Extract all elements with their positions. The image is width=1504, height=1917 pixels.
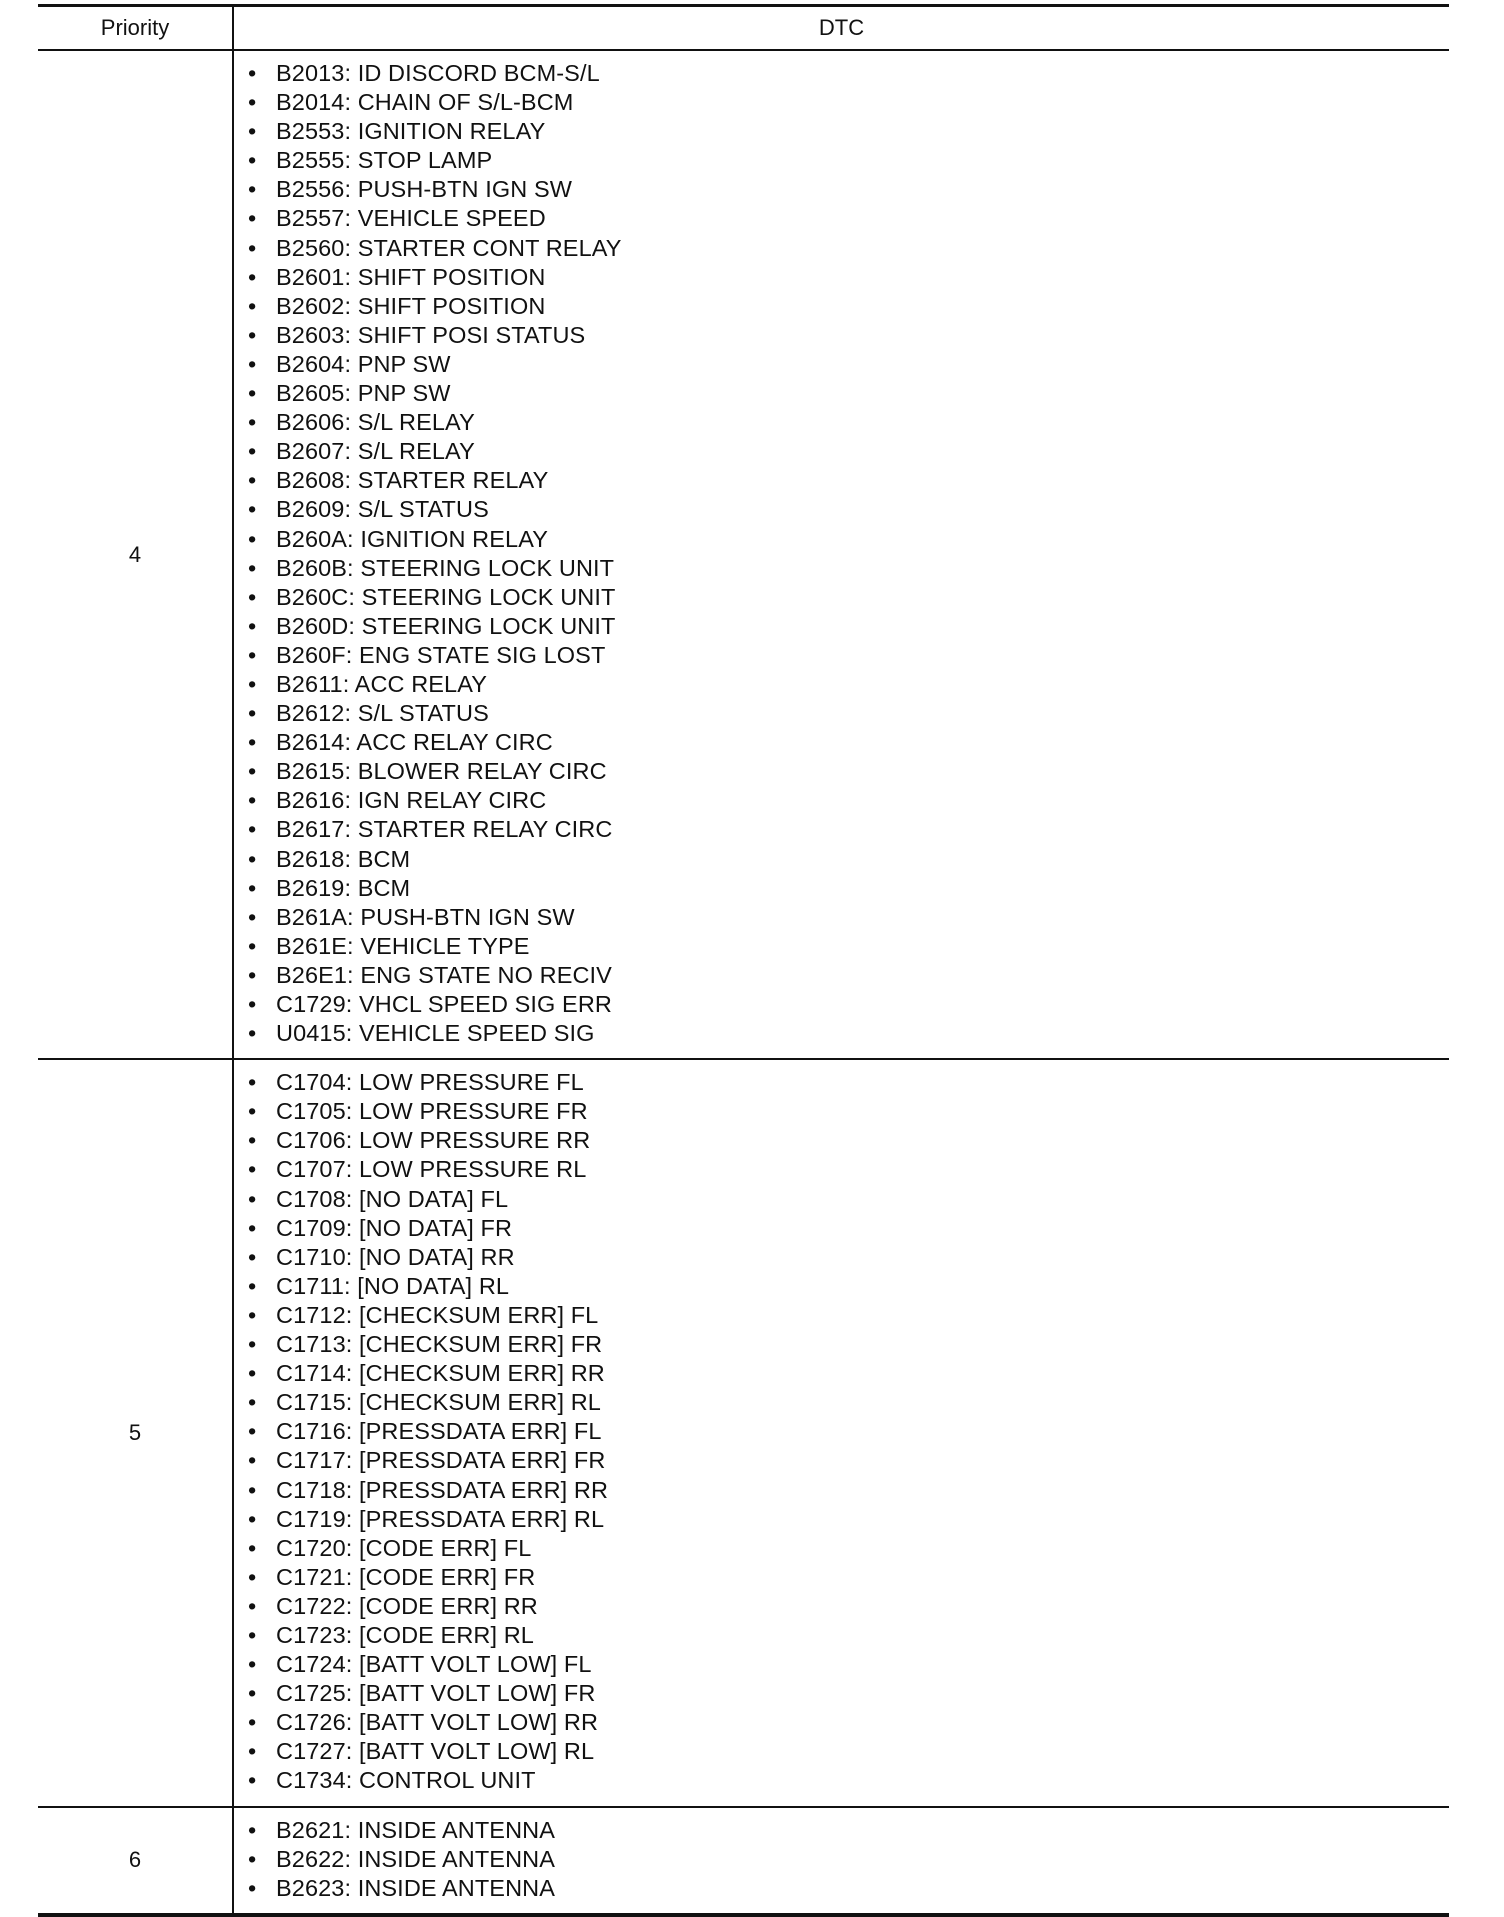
dtc-code-text: C1706: LOW PRESSURE RR: [276, 1127, 591, 1154]
list-item: [248, 204, 1449, 233]
bullet-icon: •: [248, 350, 257, 377]
list-item: [248, 583, 1449, 612]
list-item: [248, 554, 1449, 583]
bullet-icon: •: [248, 205, 257, 232]
dtc-code-text: B260B: STEERING LOCK UNIT: [276, 554, 615, 581]
dtc-code-text: B261A: PUSH-BTN IGN SW: [276, 903, 575, 930]
list-item: [248, 495, 1449, 524]
priority-column-header: Priority: [38, 6, 233, 51]
dtc-code-text: C1707: LOW PRESSURE RL: [276, 1156, 587, 1183]
bullet-icon: •: [248, 1185, 257, 1212]
dtc-list: [234, 1068, 1449, 1795]
bullet-icon: •: [248, 234, 257, 261]
dtc-code-text: C1710: [NO DATA] RR: [276, 1243, 515, 1270]
dtc-code-text: B2560: STARTER CONT RELAY: [276, 234, 622, 261]
bullet-icon: •: [248, 1389, 257, 1416]
dtc-code-text: B2618: BCM: [276, 845, 411, 872]
dtc-code-text: C1723: [CODE ERR] RL: [276, 1621, 534, 1648]
bullet-icon: •: [248, 1816, 257, 1843]
bullet-icon: •: [248, 729, 257, 756]
list-item: [248, 757, 1449, 786]
list-item: [248, 1563, 1449, 1592]
dtc-code-text: C1729: VHCL SPEED SIG ERR: [276, 991, 612, 1017]
dtc-code-text: C1714: [CHECKSUM ERR] RR: [276, 1360, 605, 1387]
list-item: [248, 1068, 1449, 1097]
bullet-icon: •: [248, 89, 257, 116]
list-item: [248, 1621, 1449, 1650]
list-item: [248, 845, 1449, 874]
list-item: [248, 175, 1449, 204]
dtc-code-text: B2603: SHIFT POSI STATUS: [276, 321, 586, 348]
list-item: [248, 408, 1449, 437]
bullet-icon: •: [248, 1476, 257, 1503]
list-item: [248, 1708, 1449, 1737]
bullet-icon: •: [248, 583, 257, 610]
bullet-icon: •: [248, 1592, 257, 1619]
dtc-code-text: B2615: BLOWER RELAY CIRC: [276, 758, 607, 785]
dtc-priority-table: [38, 4, 1449, 1917]
list-item: [248, 612, 1449, 641]
list-item: [248, 117, 1449, 146]
bullet-icon: •: [248, 1534, 257, 1561]
bullet-icon: •: [248, 292, 257, 319]
dtc-cell: [233, 1807, 1449, 1915]
bullet-icon: •: [248, 525, 257, 552]
bullet-icon: •: [248, 1243, 257, 1270]
dtc-code-text: B260C: STEERING LOCK UNIT: [276, 583, 616, 610]
list-item: [248, 1214, 1449, 1243]
dtc-priority-document: [38, 4, 1449, 1917]
dtc-code-text: B2616: IGN RELAY CIRC: [276, 787, 547, 814]
list-item: [248, 1766, 1449, 1795]
dtc-code-text: C1705: LOW PRESSURE FR: [276, 1098, 588, 1125]
table-row: [38, 1807, 1449, 1915]
bullet-icon: •: [248, 438, 257, 465]
list-item: [248, 699, 1449, 728]
list-item: [248, 932, 1449, 961]
dtc-code-text: B260A: IGNITION RELAY: [276, 525, 549, 552]
bullet-icon: •: [248, 380, 257, 407]
dtc-code-text: B2611: ACC RELAY: [276, 670, 488, 697]
bullet-icon: •: [248, 1418, 257, 1445]
bullet-icon: •: [248, 1651, 257, 1678]
list-item: [248, 786, 1449, 815]
bullet-icon: •: [248, 961, 257, 988]
bullet-icon: •: [248, 1360, 257, 1387]
dtc-code-text: B2605: PNP SW: [276, 380, 451, 407]
list-item: [248, 88, 1449, 117]
list-item: [248, 379, 1449, 408]
dtc-code-text: C1721: [CODE ERR] FR: [276, 1563, 536, 1590]
list-item: [248, 961, 1449, 990]
bullet-icon: •: [248, 670, 257, 697]
dtc-code-text: C1709: [NO DATA] FR: [276, 1214, 513, 1241]
dtc-code-text: B2619: BCM: [276, 874, 411, 901]
dtc-code-text: C1708: [NO DATA] FL: [276, 1185, 509, 1212]
list-item: [248, 1243, 1449, 1272]
dtc-code-text: B2604: PNP SW: [276, 350, 451, 377]
bullet-icon: •: [248, 1680, 257, 1707]
list-item: [248, 1388, 1449, 1417]
bullet-icon: •: [248, 612, 257, 639]
bullet-icon: •: [248, 1069, 257, 1096]
bullet-icon: •: [248, 845, 257, 872]
bullet-icon: •: [248, 700, 257, 727]
bullet-icon: •: [248, 991, 257, 1017]
bullet-icon: •: [248, 176, 257, 203]
dtc-code-text: B2013: ID DISCORD BCM-S/L: [276, 60, 600, 86]
dtc-code-text: B260F: ENG STATE SIG LOST: [276, 641, 606, 668]
dtc-code-text: U0415: VEHICLE SPEED SIG: [276, 1020, 595, 1047]
list-item: [248, 263, 1449, 292]
bullet-icon: •: [248, 816, 257, 843]
list-item: [248, 903, 1449, 932]
list-item: [248, 1155, 1449, 1184]
list-item: [248, 1446, 1449, 1475]
list-item: [248, 1417, 1449, 1446]
dtc-list: [234, 59, 1449, 1048]
list-item: [248, 1534, 1449, 1563]
dtc-code-text: C1722: [CODE ERR] RR: [276, 1592, 538, 1619]
list-item: [248, 350, 1449, 379]
bullet-icon: •: [248, 496, 257, 523]
list-item: [248, 874, 1449, 903]
bullet-icon: •: [248, 758, 257, 785]
bullet-icon: •: [248, 787, 257, 814]
dtc-column-header: DTC: [233, 6, 1449, 51]
list-item: [248, 728, 1449, 757]
bullet-icon: •: [248, 1156, 257, 1183]
dtc-code-text: C1727: [BATT VOLT LOW] RL: [276, 1738, 595, 1765]
bullet-icon: •: [248, 118, 257, 145]
list-item: [248, 1845, 1449, 1874]
priority-cell: 4: [38, 50, 233, 1059]
list-item: [248, 1272, 1449, 1301]
list-item: [248, 1301, 1449, 1330]
dtc-code-text: C1726: [BATT VOLT LOW] RR: [276, 1709, 599, 1736]
list-item: [248, 1097, 1449, 1126]
dtc-code-text: C1734: CONTROL UNIT: [276, 1767, 536, 1794]
bullet-icon: •: [248, 147, 257, 174]
bullet-icon: •: [248, 874, 257, 901]
bullet-icon: •: [248, 60, 257, 86]
list-item: [248, 1359, 1449, 1388]
table-row: [38, 1059, 1449, 1806]
list-item: [248, 525, 1449, 554]
dtc-code-text: B2614: ACC RELAY CIRC: [276, 729, 553, 756]
dtc-code-text: B2557: VEHICLE SPEED: [276, 205, 546, 232]
bullet-icon: •: [248, 1098, 257, 1125]
bullet-icon: •: [248, 1621, 257, 1648]
list-item: [248, 1874, 1449, 1903]
list-item: [248, 292, 1449, 321]
dtc-code-text: C1716: [PRESSDATA ERR] FL: [276, 1418, 602, 1445]
dtc-code-text: B2612: S/L STATUS: [276, 700, 489, 727]
dtc-code-text: B260D: STEERING LOCK UNIT: [276, 612, 616, 639]
dtc-code-text: C1718: [PRESSDATA ERR] RR: [276, 1476, 609, 1503]
bullet-icon: •: [248, 321, 257, 348]
list-item: [248, 1679, 1449, 1708]
dtc-code-text: B2617: STARTER RELAY CIRC: [276, 816, 613, 843]
list-item: [248, 1505, 1449, 1534]
table-body: [38, 50, 1449, 1915]
dtc-code-text: C1715: [CHECKSUM ERR] RL: [276, 1389, 601, 1416]
priority-cell: 6: [38, 1807, 233, 1915]
dtc-code-text: B2014: CHAIN OF S/L-BCM: [276, 89, 574, 116]
list-item: [248, 437, 1449, 466]
dtc-list: [234, 1816, 1449, 1903]
list-item: [248, 815, 1449, 844]
bullet-icon: •: [248, 1447, 257, 1474]
priority-cell: 5: [38, 1059, 233, 1806]
bullet-icon: •: [248, 1020, 257, 1047]
dtc-code-text: B261E: VEHICLE TYPE: [276, 932, 530, 959]
bullet-icon: •: [248, 903, 257, 930]
list-item: [248, 1737, 1449, 1766]
dtc-code-text: C1724: [BATT VOLT LOW] FL: [276, 1651, 592, 1678]
bullet-icon: •: [248, 1845, 257, 1872]
bullet-icon: •: [248, 1331, 257, 1358]
dtc-code-text: B2609: S/L STATUS: [276, 496, 489, 523]
list-item: [248, 990, 1449, 1019]
list-item: [248, 1019, 1449, 1048]
dtc-code-text: B2555: STOP LAMP: [276, 147, 493, 174]
list-item: [248, 321, 1449, 350]
dtc-code-text: B2602: SHIFT POSITION: [276, 292, 546, 319]
list-item: [248, 146, 1449, 175]
bullet-icon: •: [248, 1301, 257, 1328]
bullet-icon: •: [248, 1767, 257, 1794]
dtc-code-text: C1711: [NO DATA] RL: [276, 1272, 510, 1299]
bullet-icon: •: [248, 1505, 257, 1532]
dtc-cell: [233, 50, 1449, 1059]
dtc-code-text: C1719: [PRESSDATA ERR] RL: [276, 1505, 605, 1532]
bullet-icon: •: [248, 1563, 257, 1590]
dtc-code-text: C1704: LOW PRESSURE FL: [276, 1069, 584, 1096]
dtc-code-text: B26E1: ENG STATE NO RECIV: [276, 961, 612, 988]
dtc-code-text: C1725: [BATT VOLT LOW] FR: [276, 1680, 596, 1707]
list-item: [248, 670, 1449, 699]
dtc-code-text: B2608: STARTER RELAY: [276, 467, 549, 494]
list-item: [248, 1126, 1449, 1155]
dtc-code-text: C1713: [CHECKSUM ERR] FR: [276, 1331, 603, 1358]
bullet-icon: •: [248, 1272, 257, 1299]
list-item: [248, 641, 1449, 670]
bullet-icon: •: [248, 467, 257, 494]
dtc-code-text: B2622: INSIDE ANTENNA: [276, 1845, 555, 1872]
dtc-code-text: C1720: [CODE ERR] FL: [276, 1534, 532, 1561]
dtc-code-text: B2553: IGNITION RELAY: [276, 118, 546, 145]
dtc-code-text: B2621: INSIDE ANTENNA: [276, 1816, 555, 1843]
dtc-code-text: C1712: [CHECKSUM ERR] FL: [276, 1301, 599, 1328]
bullet-icon: •: [248, 1874, 257, 1901]
dtc-cell: [233, 1059, 1449, 1806]
dtc-code-text: B2606: S/L RELAY: [276, 409, 475, 436]
dtc-code-text: B2607: S/L RELAY: [276, 438, 475, 465]
bullet-icon: •: [248, 409, 257, 436]
list-item: [248, 1476, 1449, 1505]
bullet-icon: •: [248, 932, 257, 959]
list-item: [248, 1185, 1449, 1214]
list-item: [248, 1330, 1449, 1359]
table-header-row: [38, 6, 1449, 51]
bullet-icon: •: [248, 641, 257, 668]
bullet-icon: •: [248, 1214, 257, 1241]
bullet-icon: •: [248, 1738, 257, 1765]
dtc-code-text: B2556: PUSH-BTN IGN SW: [276, 176, 573, 203]
dtc-code-text: C1717: [PRESSDATA ERR] FR: [276, 1447, 606, 1474]
bullet-icon: •: [248, 1127, 257, 1154]
bullet-icon: •: [248, 263, 257, 290]
list-item: [248, 59, 1449, 88]
table-row: [38, 50, 1449, 1059]
list-item: [248, 1592, 1449, 1621]
list-item: [248, 1650, 1449, 1679]
list-item: [248, 234, 1449, 263]
list-item: [248, 1816, 1449, 1845]
dtc-code-text: B2623: INSIDE ANTENNA: [276, 1874, 555, 1901]
bullet-icon: •: [248, 1709, 257, 1736]
bullet-icon: •: [248, 554, 257, 581]
list-item: [248, 466, 1449, 495]
dtc-code-text: B2601: SHIFT POSITION: [276, 263, 546, 290]
